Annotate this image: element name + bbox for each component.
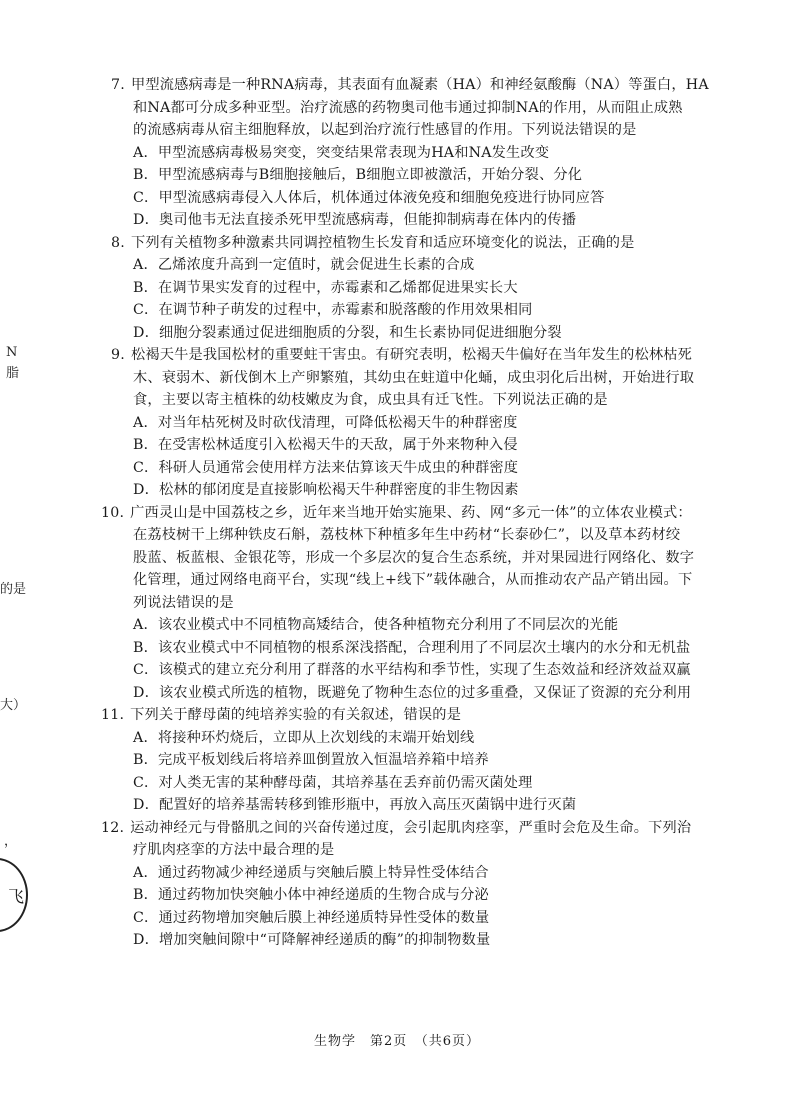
question-stem-line [0,704,794,727]
margin-fragment: ， [4,834,18,849]
question-number: 7. [111,77,125,93]
option-b: B．甲型流感病毒与B细胞接触后，B细胞立即被激活，开始分裂、分化 [133,167,583,183]
question-stem-line [0,502,794,525]
question-stem-text: 化管理，通过网络电商平台，实现“线上+线下”载体融合，从而推动农产品产销出园。下 [133,572,693,588]
option-c: C．甲型流感病毒侵入人体后，机体通过体液免疫和细胞免疫进行协同应答 [133,189,605,206]
option-b: B．在受害松林适度引入松褐天牛的天敌，属于外来物种入侵 [133,437,518,453]
option-b: B．在调节果实发育的过程中，赤霉素和乙烯都促进果实长大 [133,279,518,296]
question-stem-text: 广西灵山是中国荔枝之乡，近年来当地开始实施果、药、网“多元一体”的立体农业模式： [130,504,692,521]
question-stem-text: 甲型流感病毒是一种RNA病毒，其表面有血凝素（HA）和神经氨酸酶（NA）等蛋白，HA [130,77,709,93]
option-a: A．甲型流感病毒极易突变，突变结果常表现为HA和NA发生改变 [133,144,550,161]
question-number: 8. [111,234,125,251]
question-stem-line [0,389,794,412]
option-d: D．配置好的培养基需转移到锥形瓶中，再放入高压灭菌锅中进行灭菌 [133,797,577,813]
question-stem-text: 股蓝、板蓝根、金银花等，形成一个多层次的复合生态系统，并对果园进行网络化、数字 [133,549,695,566]
question-stem-text: 下列关于酵母菌的纯培养实验的有关叙述，错误的是 [130,707,462,723]
question-stem-line [0,344,794,367]
question-stem-line [0,839,794,862]
question-stem-line [0,367,794,390]
question-11 [0,704,794,817]
question-7 [0,74,794,232]
question-stem-line [0,232,794,255]
margin-fragment: 的是 [0,582,27,597]
question-number: 12. [101,819,125,836]
question-number: 9. [111,347,125,363]
question-stem-line [0,74,794,97]
margin-fragment: N [6,345,18,360]
question-number: 11. [101,707,125,723]
option-b: B．通过药物加快突触小体中神经递质的生物合成与分泌 [133,887,489,903]
option-a: A．对当年枯死树及时砍伐清理，可降低松褐天牛的种群密度 [133,414,518,431]
question-stem-line [0,569,794,592]
question-stem-text: 运动神经元与骨骼肌之间的兴奋传递过度，会引起肌肉痉挛，严重时会危及生命。下列治 [130,819,692,836]
option-c: C．在调节种子萌发的过程中，赤霉素和脱落酸的作用效果相同 [133,302,533,318]
question-stem-text: 疗肌肉痉挛的方法中最合理的是 [133,842,335,858]
option-c: C．科研人员通常会使用样方法来估算该天牛成虫的种群密度 [133,459,519,476]
circle-glyph: 飞 [8,887,25,906]
question-stem-text: 下列有关植物多种激素共同调控植物生长发育和适应环境变化的说法，正确的是 [130,234,635,251]
question-stem-text: 松褐天牛是我国松材的重要蛀干害虫。有研究表明，松褐天牛偏好在当年发生的松林枯死 [130,347,693,363]
question-number: 10. [101,504,125,521]
option-a: A．将接种环灼烧后，立即从上次划线的末端开始划线 [133,729,475,746]
option-c: C．对人类无害的某种酵母菌，其培养基在丢弃前仍需灭菌处理 [133,774,533,791]
question-12 [0,817,794,952]
option-d: D．奥司他韦无法直接杀死甲型流感病毒，但能抑制病毒在体内的传播 [133,212,577,228]
question-stem-line [0,119,794,142]
question-list [0,74,794,952]
question-stem-line [0,524,794,547]
margin-fragment: 大） [0,698,27,713]
page-footer: 生物学 第2页 （共6页） [313,1034,481,1049]
question-stem-line [0,592,794,615]
option-d: D．细胞分裂素通过促进细胞质的分裂，和生长素协同促进细胞分裂 [133,324,562,341]
question-stem-line [0,817,794,840]
question-stem-text: 的流感病毒从宿主细胞释放，以起到治疗流行性感冒的作用。下列说法错误的是 [133,122,637,138]
option-b: B．完成平板划线后将培养皿倒置放入恒温培养箱中培养 [133,752,489,768]
question-stem-text: 木、衰弱木、新伐倒木上产卵繁殖，其幼虫在蛀道中化蛹，成虫羽化后出树，开始进行取 [133,369,695,386]
option-d: D．松林的郁闭度是直接影响松褐天牛种群密度的非生物因素 [133,482,519,498]
question-stem-text: 列说法错误的是 [133,594,234,611]
question-10 [0,502,794,705]
question-stem-text: 在荔枝树干上绑种铁皮石斛，荔枝林下种植多年生中药材“长泰砂仁”，以及草本药材绞 [133,527,681,543]
option-c: C．通过药物增加突触后膜上神经递质特异性受体的数量 [133,909,490,926]
question-8 [0,232,794,345]
option-a: A．该农业模式中不同植物高矮结合，使各种植物充分利用了不同层次的光能 [133,617,619,633]
option-a: A．通过药物减少神经递质与突触后膜上特异性受体结合 [133,864,489,881]
option-d: D．该农业模式所选的植物，既避免了物种生态位的过多重叠，又保证了资源的充分利用 [133,684,692,701]
question-stem-text: 和NA都可分成多种亚型。治疗流感的药物奥司他韦通过抑制NA的作用，从而阻止成熟 [133,99,683,116]
question-stem-text: 食，主要以寄主植株的幼枝嫩皮为食，成虫具有迁飞性。下列说法正确的是 [133,392,608,408]
question-stem-line [0,97,794,120]
option-c: C．该模式的建立充分利用了群落的水平结构和季节性，实现了生态效益和经济效益双赢 [133,662,691,678]
margin-fragment: 脂 [6,366,20,381]
option-d: D．增加突触间隙中“可降解神经递质的酶”的抑制物数量 [133,932,491,948]
option-a: A．乙烯浓度升高到一定值时，就会促进生长素的合成 [133,257,475,273]
question-stem-line [0,547,794,570]
question-9 [0,344,794,502]
option-b: B．该农业模式中不同植物的根系深浅搭配，合理利用了不同层次土壤内的水分和无机盐 [133,639,691,656]
